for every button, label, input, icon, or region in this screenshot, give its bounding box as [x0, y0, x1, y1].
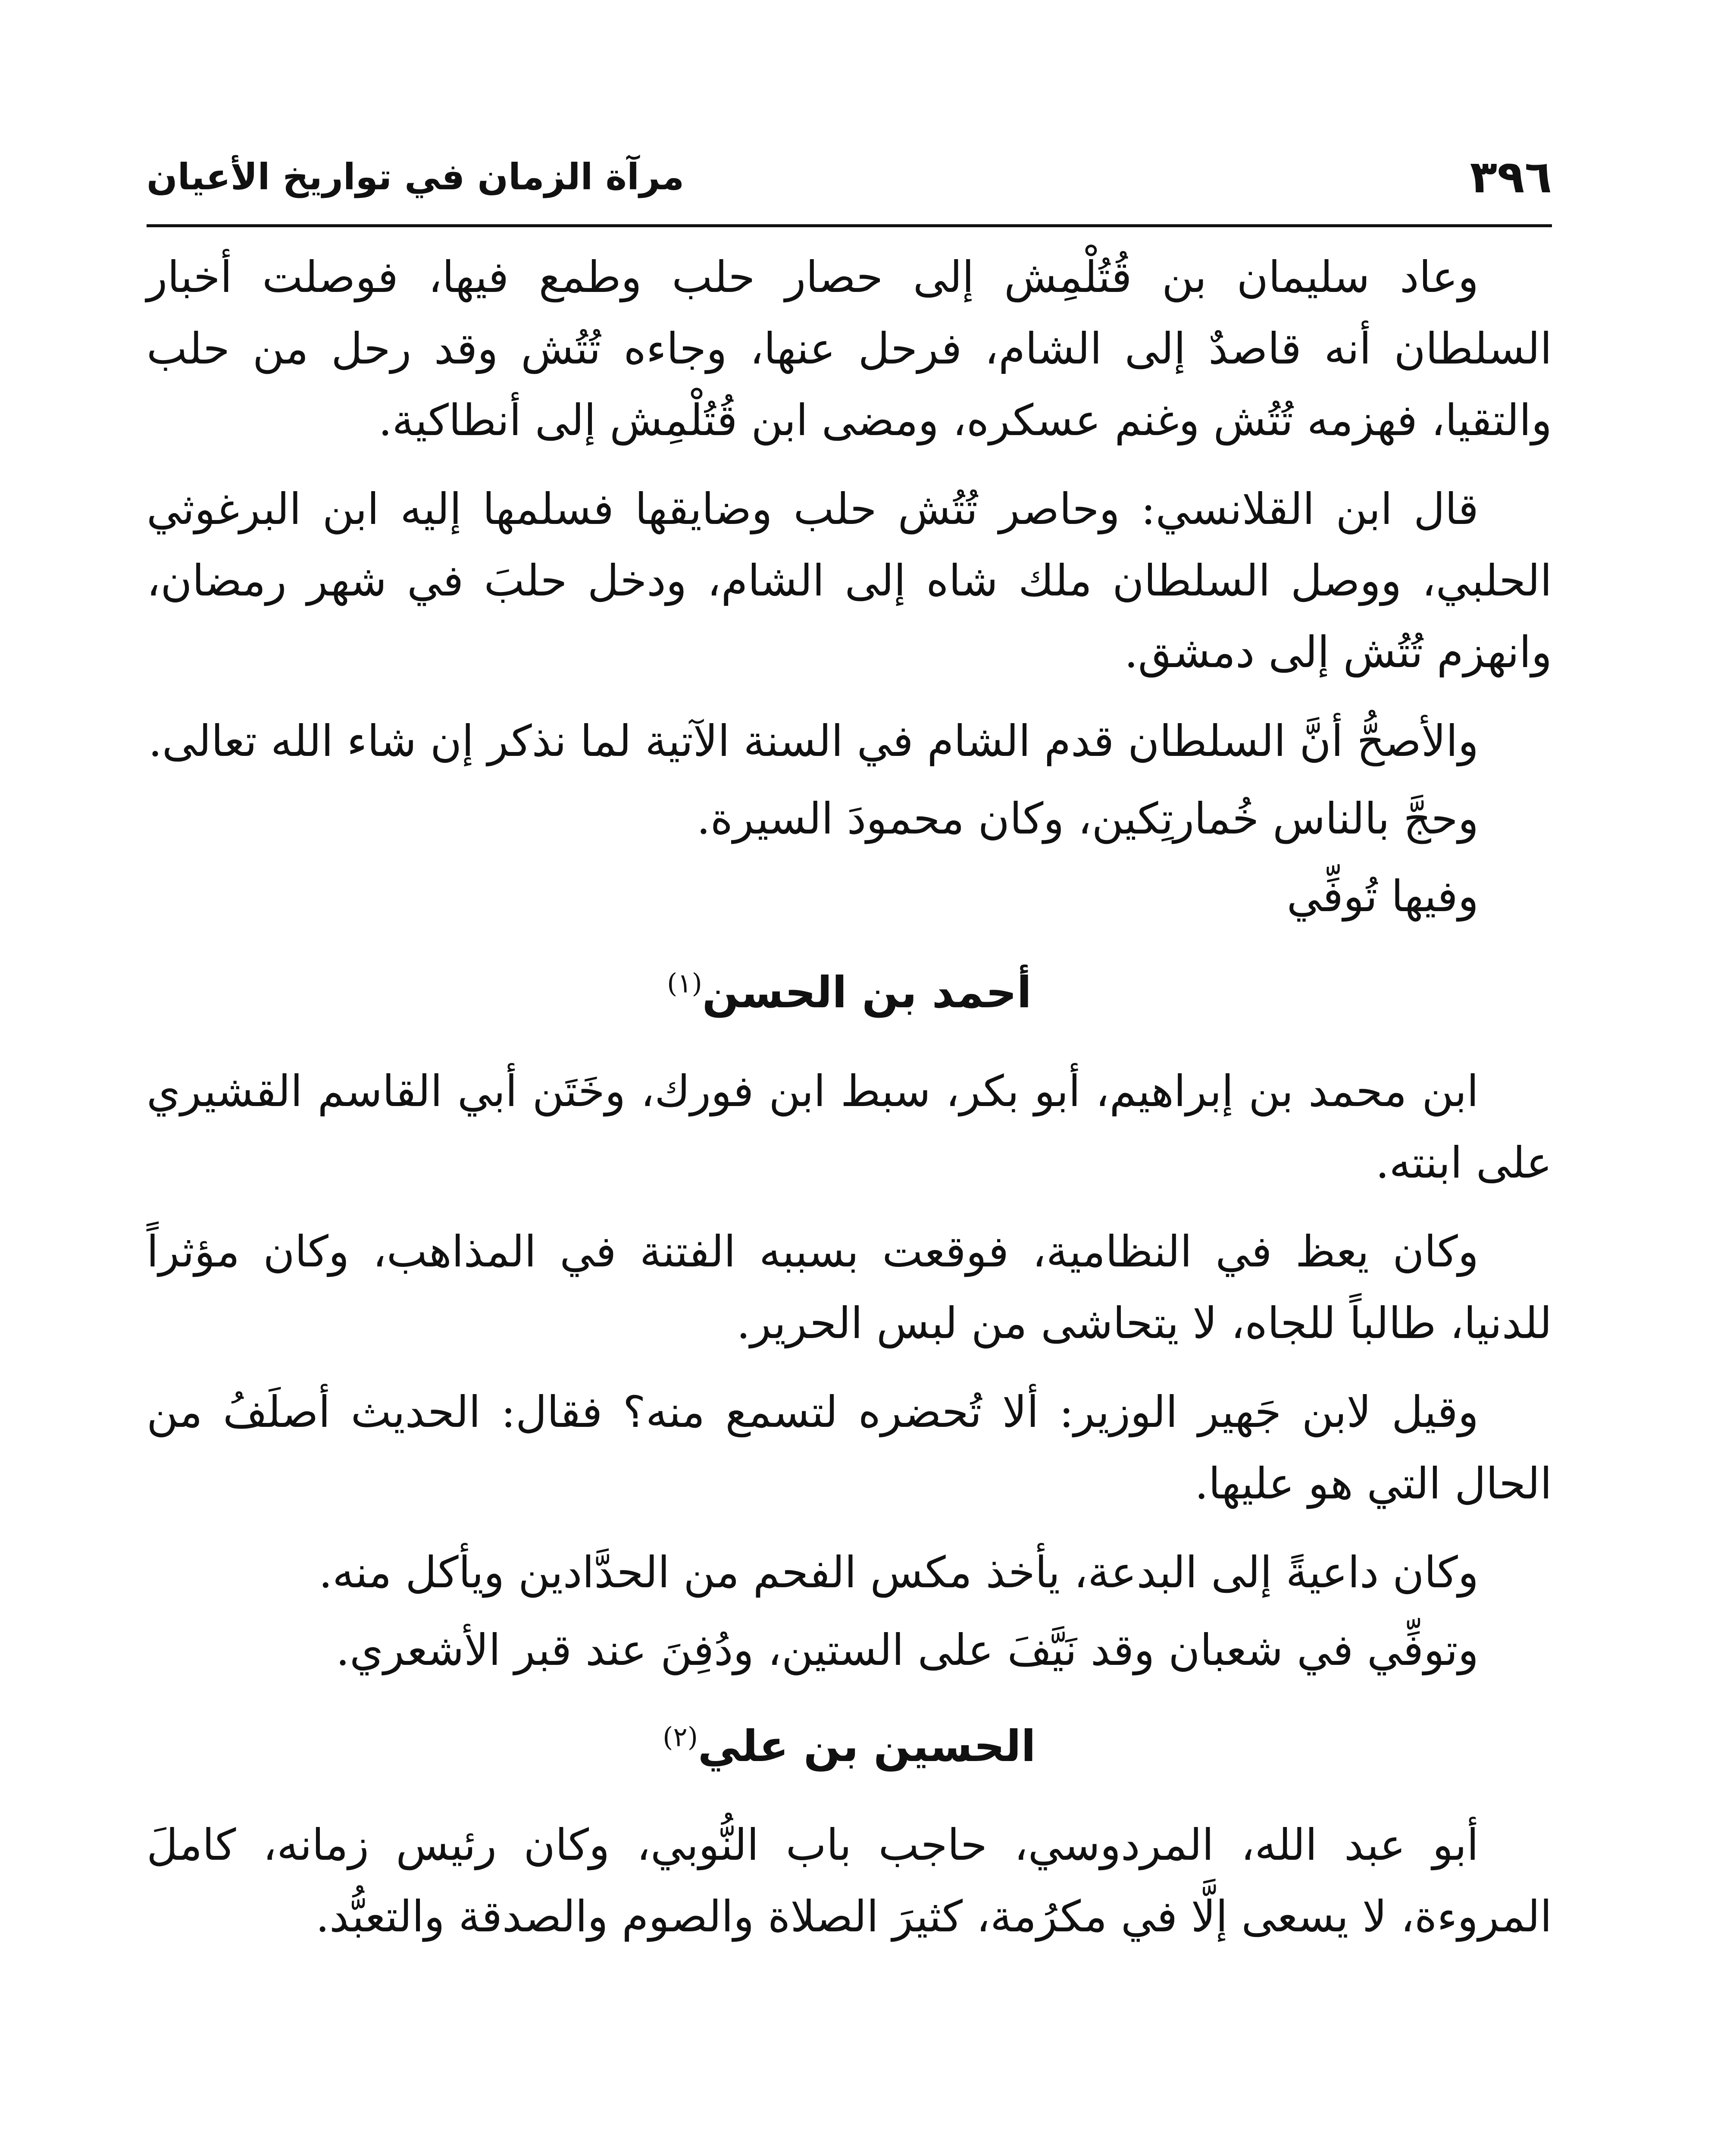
entry-heading-title: الحسين بن علي	[698, 1721, 1036, 1771]
paragraph: وحجَّ بالناس خُمارتِكين، وكان محمودَ السيرة.	[696, 793, 1479, 844]
paragraph: وكان داعيةً إلى البدعة، يأخذ مكس الفحم من الحدَّادين ويأكل منه.	[319, 1547, 1479, 1598]
main-text	[147, 241, 1552, 1970]
page-number: ٣٩٦	[1470, 150, 1552, 203]
paragraph: والأصحُّ أنَّ السلطان قدم الشام في السنة الآتية لما نذكر إن شاء الله تعالى.	[148, 716, 1479, 766]
paragraph: ابن محمد بن إبراهيم، أبو بكر، سبط ابن فورك، وخَتَن أبي القاسم القشيري على ابنته.	[147, 1066, 1552, 1188]
paragraph: قال ابن القلانسي: وحاصر تُتُش حلب وضايقها فسلمها إليه ابن البرغوثي الحلبي، ووصل السلطان ملك شاه إلى الشام، ودخل حلبَ في شهر رمضان، وانهزم تُتُش إلى دمشق.	[147, 484, 1552, 677]
paragraph: وقيل لابن جَهير الوزير: ألا تُحضره لتسمع منه؟ فقال: الحديث أصلَفُ من الحال التي هو عليها.	[147, 1387, 1552, 1509]
paragraph: وتوفِّي في شعبان وقد نَيَّفَ على الستين، ودُفِنَ عند قبر الأشعري.	[336, 1625, 1479, 1675]
entry-heading	[147, 954, 1552, 1031]
footnote-marker: (١)	[667, 967, 702, 999]
footnote-marker: (٢)	[663, 1721, 698, 1753]
paragraph: وفيها تُوفِّي	[1286, 871, 1479, 921]
running-header	[147, 142, 1552, 211]
paragraph: وكان يعظ في النظامية، فوقعت بسببه الفتنة في المذاهب، وكان مؤثراً للدنيا، طالباً للجاه، لا يتحاشى من لبس الحرير.	[147, 1226, 1552, 1348]
paragraph: أبو عبد الله، المردوسي، حاجب باب النُّوبي، وكان رئيس زمانه، كاملَ المروءة، لا يسعى إلَّا في مكرُمة، كثيرَ الصلاة والصوم والصدقة والتعبُّد.	[147, 1820, 1552, 1942]
header-divider	[147, 224, 1552, 227]
entry-heading	[147, 1708, 1552, 1785]
paragraph: وعاد سليمان بن قُتُلْمِش إلى حصار حلب وطمع فيها، فوصلت أخبار السلطان أنه قاصدٌ إلى الشام، فرحل عنها، وجاءه تُتُش وقد رحل من حلب والتقيا، فهزمه تُتُش وغنم عسكره، ومضى ابن قُتُلْمِش إلى أنطاكية.	[147, 252, 1552, 445]
entry-heading-title: أحمد بن الحسن	[702, 967, 1032, 1018]
book-title: مرآة الزمان في تواريخ الأعيان	[147, 156, 685, 198]
